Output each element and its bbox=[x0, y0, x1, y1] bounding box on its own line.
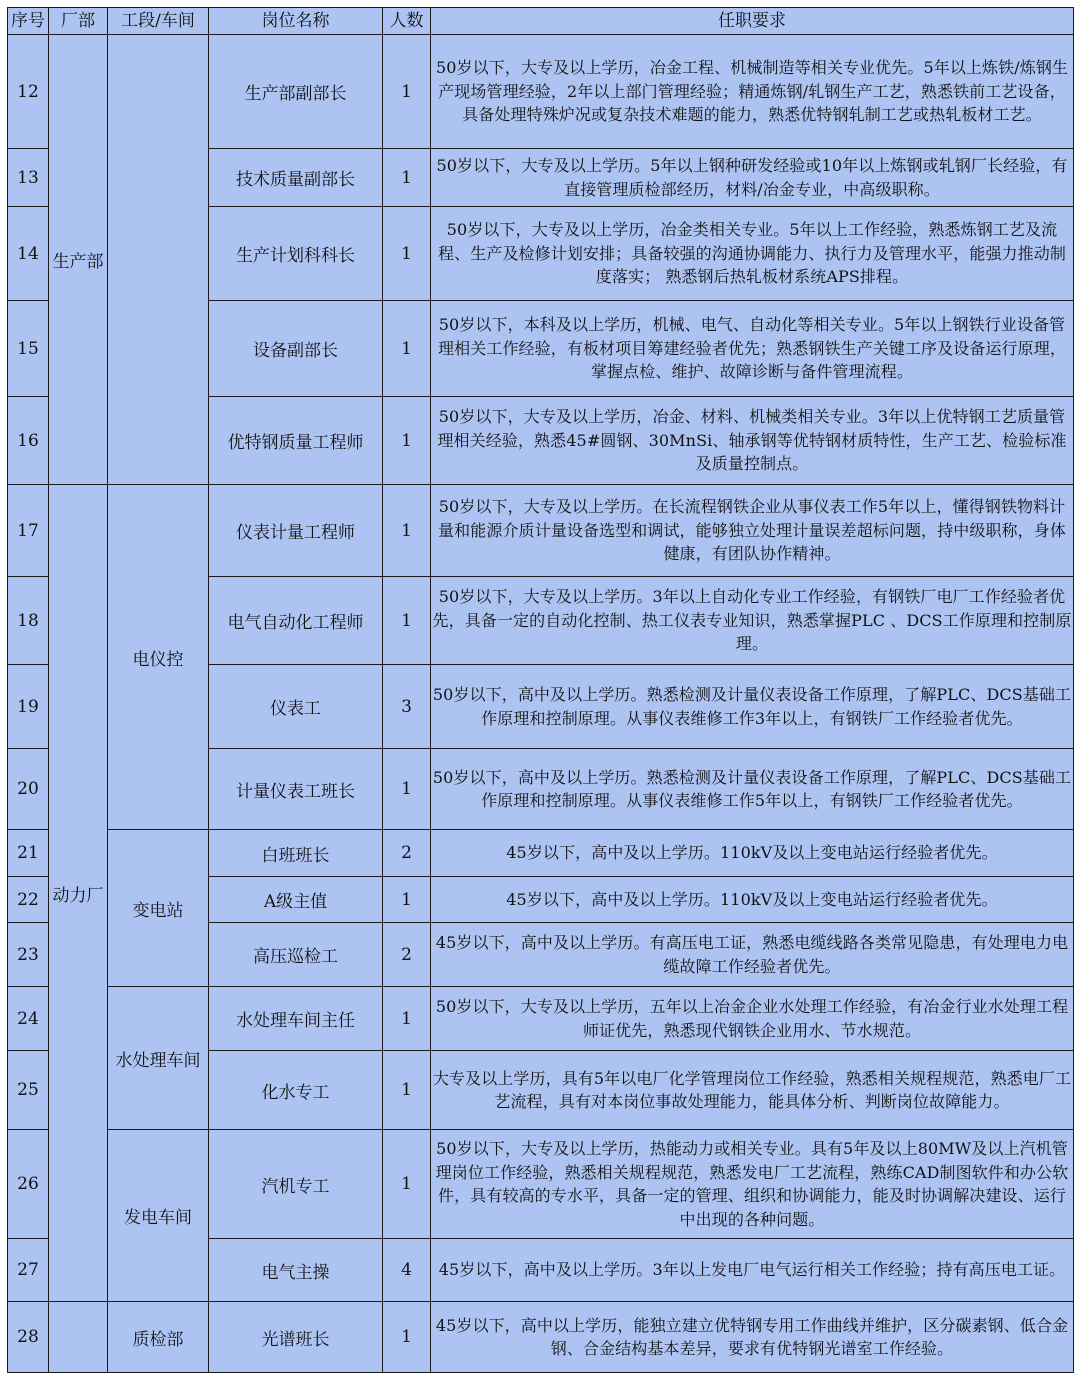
factory-cell-production: 生产部 bbox=[49, 35, 108, 485]
requirements-text: 45岁以下，高中及以上学历。110kV及以上变电站运行经验者优先。 bbox=[431, 830, 1074, 877]
header-factory: 厂部 bbox=[49, 8, 108, 35]
headcount: 2 bbox=[383, 830, 431, 877]
requirements-text: 50岁以下，高中及以上学历。熟悉检测及计量仪表设备工作原理，了解PLC、DCS基础工作原理和控制原理。从事仪表维修工作3年以上，有钢铁厂工作经验者优先。 bbox=[431, 665, 1074, 749]
seq-cell: 12 bbox=[8, 35, 49, 149]
position-title: 技术质量副部长 bbox=[209, 149, 383, 207]
seq-cell: 27 bbox=[8, 1239, 49, 1302]
requirements-text: 50岁以下，高中及以上学历。熟悉检测及计量仪表设备工作原理，了解PLC、DCS基础工作原理和控制原理。从事仪表维修工作5年以上，有钢铁厂工作经验者优先。 bbox=[431, 749, 1074, 830]
section-cell-qc: 质检部 bbox=[108, 1302, 209, 1373]
section-cell-instrument: 电仪控 bbox=[108, 485, 209, 830]
headcount: 1 bbox=[383, 149, 431, 207]
headcount: 3 bbox=[383, 665, 431, 749]
seq-cell: 18 bbox=[8, 577, 49, 665]
header-seq: 序号 bbox=[8, 8, 49, 35]
requirements-text: 50岁以下，大专及以上学历。3年以上自动化专业工作经验，有钢铁厂电厂工作经验者优先，具备一定的自动化控制、热工仪表专业知识，熟悉掌握PLC 、DCS工作原理和控制原理。 bbox=[431, 577, 1074, 665]
section-cell-substation: 变电站 bbox=[108, 830, 209, 987]
seq-cell: 26 bbox=[8, 1130, 49, 1239]
requirements-text: 50岁以下，本科及以上学历，机械、电气、自动化等相关专业。5年以上钢铁行业设备管理相关工作经验，有板材项目筹建经验者优先；熟悉钢铁生产关键工序及设备运行原理，掌握点检、维护、故障诊断与备件管理流程。 bbox=[431, 301, 1074, 397]
requirements-text: 45岁以下，高中及以上学历。110kV及以上变电站运行经验者优先。 bbox=[431, 877, 1074, 923]
position-title: 白班班长 bbox=[209, 830, 383, 877]
table-row bbox=[8, 830, 1074, 877]
headcount: 1 bbox=[383, 301, 431, 397]
seq-cell: 28 bbox=[8, 1302, 49, 1373]
section-cell-generation: 发电车间 bbox=[108, 1130, 209, 1302]
header-title: 岗位名称 bbox=[209, 8, 383, 35]
position-title: 生产部副部长 bbox=[209, 35, 383, 149]
headcount: 2 bbox=[383, 923, 431, 987]
seq-cell: 13 bbox=[8, 149, 49, 207]
requirements-text: 50岁以下，大专及以上学历。在长流程钢铁企业从事仪表工作5年以上，懂得钢铁物料计量和能源介质计量设备选型和调试，能够独立处理计量误差超标问题，持中级职称，身体健康，有团队协作精神。 bbox=[431, 485, 1074, 577]
header-section: 工段/车间 bbox=[108, 8, 209, 35]
position-title: 电气自动化工程师 bbox=[209, 577, 383, 665]
headcount: 1 bbox=[383, 877, 431, 923]
seq-cell: 24 bbox=[8, 987, 49, 1051]
position-title: 高压巡检工 bbox=[209, 923, 383, 987]
position-title: 仪表工 bbox=[209, 665, 383, 749]
headcount: 1 bbox=[383, 485, 431, 577]
requirements-text: 45岁以下，高中及以上学历。3年以上发电厂电气运行相关工作经验；持有高压电工证。 bbox=[431, 1239, 1074, 1302]
headcount: 1 bbox=[383, 987, 431, 1051]
seq-cell: 20 bbox=[8, 749, 49, 830]
header-requirements: 任职要求 bbox=[431, 8, 1074, 35]
header-row bbox=[8, 8, 1074, 35]
table-row bbox=[8, 1302, 1074, 1373]
job-requirements-table bbox=[7, 7, 1074, 1373]
requirements-text: 50岁以下，大专及以上学历。5年以上钢种研发经验或10年以上炼钢或轧钢厂长经验，有直接管理质检部经历，材料/冶金专业，中高级职称。 bbox=[431, 149, 1074, 207]
seq-cell: 14 bbox=[8, 207, 49, 301]
requirements-text: 50岁以下，大专及以上学历，冶金类相关专业。5年以上工作经验，熟悉炼钢工艺及流程、生产及检修计划安排；具备较强的沟通协调能力、执行力及管理水平，能强力推动制度落实； 熟悉钢后热轧板材系统APS排程。 bbox=[431, 207, 1074, 301]
header-count: 人数 bbox=[383, 8, 431, 35]
position-title: 电气主操 bbox=[209, 1239, 383, 1302]
table-row bbox=[8, 485, 1074, 577]
requirements-text: 50岁以下，大专及以上学历，热能动力或相关专业。具有5年及以上80MW及以上汽机管理岗位工作经验，熟悉相关规程规范，熟悉发电厂工艺流程，熟练CAD制图软件和办公软件，具有较高的专水平，具备一定的管理、组织和协调能力，能及时协调解决建设、运行中出现的各种问题。 bbox=[431, 1130, 1074, 1239]
section-cell-water: 水处理车间 bbox=[108, 987, 209, 1130]
position-title: 计量仪表工班长 bbox=[209, 749, 383, 830]
factory-cell-empty bbox=[49, 1302, 108, 1373]
position-title: 生产计划科科长 bbox=[209, 207, 383, 301]
headcount: 1 bbox=[383, 397, 431, 485]
requirements-text: 大专及以上学历，具有5年以电厂化学管理岗位工作经验，熟悉相关规程规范，熟悉电厂工艺流程，具有对本岗位事故处理能力，能具体分析、判断岗位故障能力。 bbox=[431, 1051, 1074, 1130]
seq-cell: 17 bbox=[8, 485, 49, 577]
seq-cell: 23 bbox=[8, 923, 49, 987]
position-title: 水处理车间主任 bbox=[209, 987, 383, 1051]
headcount: 1 bbox=[383, 577, 431, 665]
position-title: A级主值 bbox=[209, 877, 383, 923]
section-cell-empty bbox=[108, 35, 209, 485]
position-title: 光谱班长 bbox=[209, 1302, 383, 1373]
seq-cell: 15 bbox=[8, 301, 49, 397]
table-row bbox=[8, 1130, 1074, 1239]
position-title: 化水专工 bbox=[209, 1051, 383, 1130]
headcount: 1 bbox=[383, 1302, 431, 1373]
factory-cell-power: 动力厂 bbox=[49, 485, 108, 1302]
seq-cell: 21 bbox=[8, 830, 49, 877]
position-title: 仪表计量工程师 bbox=[209, 485, 383, 577]
position-title: 设备副部长 bbox=[209, 301, 383, 397]
seq-cell: 19 bbox=[8, 665, 49, 749]
requirements-text: 50岁以下，大专及以上学历，五年以上冶金企业水处理工作经验，有冶金行业水处理工程师证优先，熟悉现代钢铁企业用水、节水规范。 bbox=[431, 987, 1074, 1051]
headcount: 1 bbox=[383, 207, 431, 301]
table-row bbox=[8, 35, 1074, 149]
seq-cell: 22 bbox=[8, 877, 49, 923]
requirements-text: 50岁以下，大专及以上学历，冶金工程、机械制造等相关专业优先。5年以上炼铁/炼钢生产现场管理经验，2年以上部门管理经验；精通炼钢/轧钢生产工艺，熟悉铁前工艺设备，具备处理特殊炉况或复杂技术难题的能力，熟悉优特钢轧制工艺或热轧板材工艺。 bbox=[431, 35, 1074, 149]
requirements-text: 45岁以下，高中以上学历，能独立建立优特钢专用工作曲线并维护，区分碳素钢、低合金钢、合金结构基本差异，要求有优特钢光谱室工作经验。 bbox=[431, 1302, 1074, 1373]
headcount: 4 bbox=[383, 1239, 431, 1302]
headcount: 1 bbox=[383, 1051, 431, 1130]
requirements-text: 45岁以下，高中及以上学历。有高压电工证，熟悉电缆线路各类常见隐患，有处理电力电缆故障工作经验者优先。 bbox=[431, 923, 1074, 987]
requirements-text: 50岁以下，大专及以上学历，冶金、材料、机械类相关专业。3年以上优特钢工艺质量管理相关经验，熟悉45#圆钢、30MnSi、轴承钢等优特钢材质特性，生产工艺、检验标准及质量控制点。 bbox=[431, 397, 1074, 485]
position-title: 优特钢质量工程师 bbox=[209, 397, 383, 485]
seq-cell: 25 bbox=[8, 1051, 49, 1130]
headcount: 1 bbox=[383, 749, 431, 830]
position-title: 汽机专工 bbox=[209, 1130, 383, 1239]
headcount: 1 bbox=[383, 35, 431, 149]
headcount: 1 bbox=[383, 1130, 431, 1239]
seq-cell: 16 bbox=[8, 397, 49, 485]
table-row bbox=[8, 987, 1074, 1051]
